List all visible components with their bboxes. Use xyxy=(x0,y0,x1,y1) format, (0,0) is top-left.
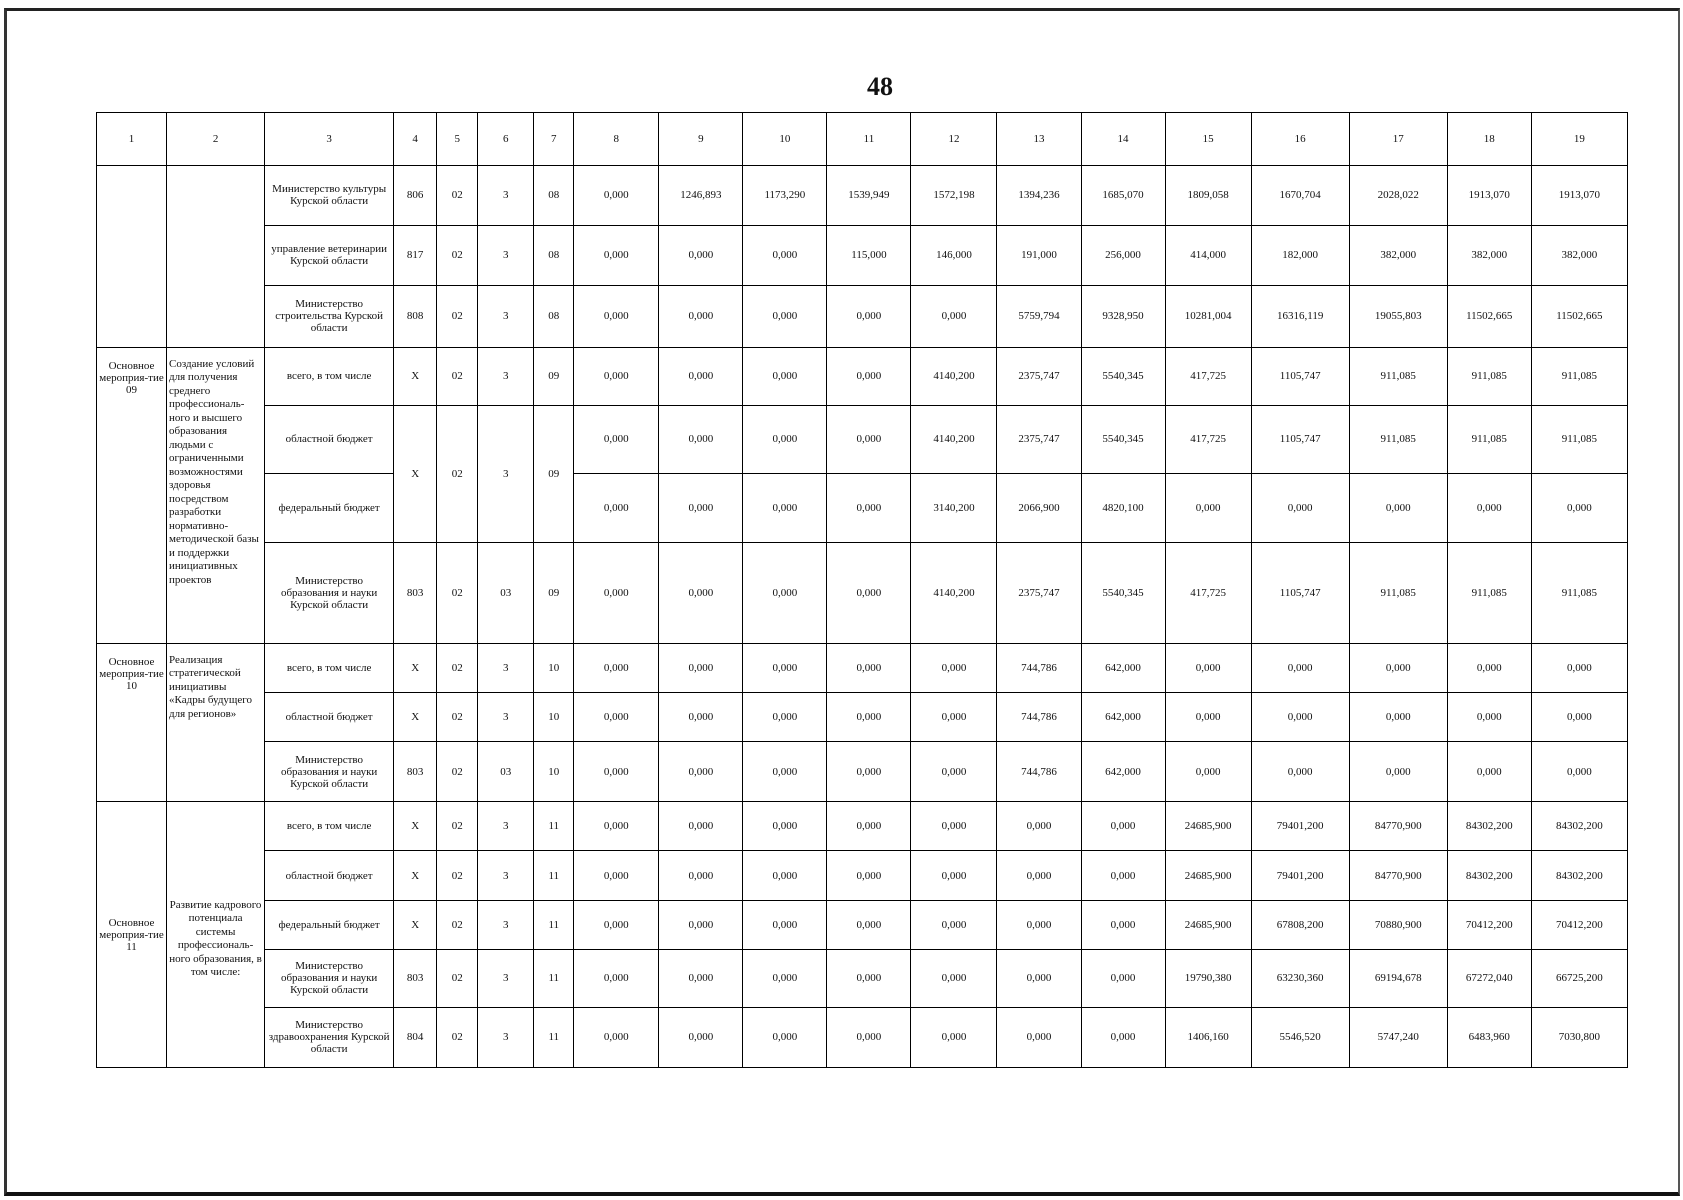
activity-label: Основное мероприя-тие 10 xyxy=(97,643,167,802)
value-cell: 0,000 xyxy=(827,851,911,900)
value-cell: 0,000 xyxy=(827,1007,911,1067)
value-cell: 19790,380 xyxy=(1165,950,1251,1008)
value-cell: 0,000 xyxy=(1251,474,1349,543)
value-cell: 911,085 xyxy=(1349,347,1447,405)
value-cell: 0,000 xyxy=(1081,950,1165,1008)
code-c4: X xyxy=(394,900,437,949)
value-cell: 70412,200 xyxy=(1531,900,1627,949)
value-cell: 84302,200 xyxy=(1531,802,1627,851)
code-c5: 02 xyxy=(437,692,478,741)
value-cell: 115,000 xyxy=(827,225,911,285)
value-cell: 67808,200 xyxy=(1251,900,1349,949)
code-c4: X xyxy=(394,405,437,542)
code-c5: 02 xyxy=(437,742,478,802)
code-c4: 803 xyxy=(394,742,437,802)
value-cell: 191,000 xyxy=(997,225,1081,285)
value-cell: 1913,070 xyxy=(1447,165,1531,225)
activity-label xyxy=(97,165,167,347)
code-c6: 3 xyxy=(478,950,534,1008)
code-c4: X xyxy=(394,643,437,692)
value-cell: 2375,747 xyxy=(997,405,1081,474)
value-cell: 744,786 xyxy=(997,742,1081,802)
column-header: 10 xyxy=(743,113,827,166)
code-c7: 11 xyxy=(534,950,574,1008)
value-cell: 0,000 xyxy=(574,474,659,543)
table-row xyxy=(97,165,1628,225)
value-cell: 911,085 xyxy=(1447,542,1531,643)
value-cell: 1105,747 xyxy=(1251,347,1349,405)
code-c6: 3 xyxy=(478,692,534,741)
value-cell: 0,000 xyxy=(659,347,743,405)
column-header: 8 xyxy=(574,113,659,166)
value-cell: 3140,200 xyxy=(911,474,997,543)
row-source-name: областной бюджет xyxy=(265,405,394,474)
code-c7: 11 xyxy=(534,802,574,851)
value-cell: 5540,345 xyxy=(1081,542,1165,643)
table-row xyxy=(97,542,1628,643)
code-c5: 02 xyxy=(437,900,478,949)
value-cell: 1394,236 xyxy=(997,165,1081,225)
table-row xyxy=(97,347,1628,405)
value-cell: 0,000 xyxy=(659,285,743,347)
value-cell: 1246,893 xyxy=(659,165,743,225)
code-c5: 02 xyxy=(437,1007,478,1067)
value-cell: 0,000 xyxy=(659,692,743,741)
value-cell: 0,000 xyxy=(743,474,827,543)
code-c4: X xyxy=(394,692,437,741)
column-header: 19 xyxy=(1531,113,1627,166)
code-c4: 817 xyxy=(394,225,437,285)
value-cell: 0,000 xyxy=(1349,742,1447,802)
row-source-name: Министерство образования и науки Курской области xyxy=(265,542,394,643)
row-source-name: всего, в том числе xyxy=(265,643,394,692)
value-cell: 0,000 xyxy=(1165,692,1251,741)
value-cell: 5759,794 xyxy=(997,285,1081,347)
value-cell: 0,000 xyxy=(827,643,911,692)
value-cell: 0,000 xyxy=(743,542,827,643)
value-cell: 0,000 xyxy=(574,802,659,851)
value-cell: 84770,900 xyxy=(1349,802,1447,851)
code-c4: 808 xyxy=(394,285,437,347)
table-row xyxy=(97,225,1628,285)
table-row xyxy=(97,742,1628,802)
column-header: 14 xyxy=(1081,113,1165,166)
row-source-name: федеральный бюджет xyxy=(265,900,394,949)
value-cell: 0,000 xyxy=(743,950,827,1008)
code-c5: 02 xyxy=(437,802,478,851)
value-cell: 0,000 xyxy=(574,900,659,949)
value-cell: 0,000 xyxy=(997,1007,1081,1067)
value-cell: 7030,800 xyxy=(1531,1007,1627,1067)
value-cell: 0,000 xyxy=(1165,742,1251,802)
value-cell: 24685,900 xyxy=(1165,802,1251,851)
column-header: 3 xyxy=(265,113,394,166)
value-cell: 1670,704 xyxy=(1251,165,1349,225)
value-cell: 0,000 xyxy=(911,643,997,692)
value-cell: 0,000 xyxy=(574,950,659,1008)
row-source-name: Министерство строительства Курской области xyxy=(265,285,394,347)
value-cell: 0,000 xyxy=(911,900,997,949)
table-row xyxy=(97,802,1628,851)
value-cell: 5747,240 xyxy=(1349,1007,1447,1067)
column-header: 17 xyxy=(1349,113,1447,166)
value-cell: 0,000 xyxy=(1349,474,1447,543)
value-cell: 84302,200 xyxy=(1447,851,1531,900)
value-cell: 2375,747 xyxy=(997,347,1081,405)
value-cell: 0,000 xyxy=(911,802,997,851)
table-row xyxy=(97,285,1628,347)
value-cell: 0,000 xyxy=(1081,851,1165,900)
value-cell: 0,000 xyxy=(997,900,1081,949)
value-cell: 911,085 xyxy=(1349,405,1447,474)
value-cell: 0,000 xyxy=(997,950,1081,1008)
value-cell: 1913,070 xyxy=(1531,165,1627,225)
value-cell: 5540,345 xyxy=(1081,405,1165,474)
value-cell: 0,000 xyxy=(743,851,827,900)
row-source-name: Министерство здравоохранения Курской области xyxy=(265,1007,394,1067)
row-source-name: Министерство образования и науки Курской области xyxy=(265,950,394,1008)
column-header: 4 xyxy=(394,113,437,166)
row-source-name: федеральный бюджет xyxy=(265,474,394,543)
value-cell: 1572,198 xyxy=(911,165,997,225)
activity-description: Создание условий для получения среднего профессиональ-ного и высшего образования людьми с ограниченными возможностями здоровья посредством разработки нормативно-методической базы и поддержки инициативных проектов xyxy=(167,347,265,643)
value-cell: 911,085 xyxy=(1531,542,1627,643)
code-c6: 3 xyxy=(478,285,534,347)
value-cell: 9328,950 xyxy=(1081,285,1165,347)
value-cell: 256,000 xyxy=(1081,225,1165,285)
code-c7: 10 xyxy=(534,692,574,741)
code-c5: 02 xyxy=(437,405,478,542)
code-c7: 09 xyxy=(534,542,574,643)
value-cell: 417,725 xyxy=(1165,542,1251,643)
code-c6: 3 xyxy=(478,802,534,851)
value-cell: 24685,900 xyxy=(1165,851,1251,900)
value-cell: 911,085 xyxy=(1531,347,1627,405)
value-cell: 911,085 xyxy=(1447,347,1531,405)
code-c7: 09 xyxy=(534,405,574,542)
value-cell: 0,000 xyxy=(743,802,827,851)
row-source-name: областной бюджет xyxy=(265,851,394,900)
value-cell: 67272,040 xyxy=(1447,950,1531,1008)
value-cell: 5546,520 xyxy=(1251,1007,1349,1067)
code-c6: 3 xyxy=(478,225,534,285)
value-cell: 84302,200 xyxy=(1531,851,1627,900)
code-c4: X xyxy=(394,851,437,900)
value-cell: 0,000 xyxy=(1349,692,1447,741)
value-cell: 4140,200 xyxy=(911,542,997,643)
value-cell: 146,000 xyxy=(911,225,997,285)
code-c4: 803 xyxy=(394,950,437,1008)
value-cell: 0,000 xyxy=(743,347,827,405)
value-cell: 0,000 xyxy=(659,1007,743,1067)
value-cell: 0,000 xyxy=(659,474,743,543)
column-header: 5 xyxy=(437,113,478,166)
value-cell: 0,000 xyxy=(1081,1007,1165,1067)
code-c6: 03 xyxy=(478,742,534,802)
value-cell: 0,000 xyxy=(743,405,827,474)
code-c4: 806 xyxy=(394,165,437,225)
value-cell: 63230,360 xyxy=(1251,950,1349,1008)
value-cell: 0,000 xyxy=(827,347,911,405)
value-cell: 0,000 xyxy=(743,225,827,285)
column-header: 12 xyxy=(911,113,997,166)
value-cell: 0,000 xyxy=(827,802,911,851)
value-cell: 382,000 xyxy=(1531,225,1627,285)
value-cell: 79401,200 xyxy=(1251,851,1349,900)
value-cell: 1685,070 xyxy=(1081,165,1165,225)
code-c5: 02 xyxy=(437,285,478,347)
value-cell: 0,000 xyxy=(574,225,659,285)
value-cell: 6483,960 xyxy=(1447,1007,1531,1067)
value-cell: 0,000 xyxy=(659,950,743,1008)
code-c6: 3 xyxy=(478,405,534,542)
value-cell: 414,000 xyxy=(1165,225,1251,285)
code-c6: 3 xyxy=(478,347,534,405)
table-row xyxy=(97,950,1628,1008)
table-row xyxy=(97,851,1628,900)
column-header: 13 xyxy=(997,113,1081,166)
page-number: 48 xyxy=(867,72,893,101)
code-c6: 3 xyxy=(478,1007,534,1067)
activity-description xyxy=(167,165,265,347)
code-c6: 3 xyxy=(478,851,534,900)
value-cell: 0,000 xyxy=(827,950,911,1008)
value-cell: 2375,747 xyxy=(997,542,1081,643)
value-cell: 70880,900 xyxy=(1349,900,1447,949)
value-cell: 0,000 xyxy=(1251,643,1349,692)
code-c6: 3 xyxy=(478,900,534,949)
value-cell: 911,085 xyxy=(1349,542,1447,643)
value-cell: 0,000 xyxy=(574,692,659,741)
column-header: 2 xyxy=(167,113,265,166)
value-cell: 642,000 xyxy=(1081,643,1165,692)
value-cell: 642,000 xyxy=(1081,742,1165,802)
value-cell: 69194,678 xyxy=(1349,950,1447,1008)
value-cell: 0,000 xyxy=(1081,802,1165,851)
column-header: 7 xyxy=(534,113,574,166)
row-source-name: всего, в том числе xyxy=(265,802,394,851)
value-cell: 0,000 xyxy=(743,742,827,802)
code-c5: 02 xyxy=(437,165,478,225)
table-row xyxy=(97,1007,1628,1067)
table-row xyxy=(97,474,1628,543)
value-cell: 0,000 xyxy=(827,285,911,347)
code-c5: 02 xyxy=(437,851,478,900)
value-cell: 0,000 xyxy=(743,692,827,741)
budget-table xyxy=(96,112,1628,1068)
value-cell: 0,000 xyxy=(827,474,911,543)
value-cell: 4140,200 xyxy=(911,405,997,474)
code-c4: X xyxy=(394,347,437,405)
header-row xyxy=(97,113,1628,166)
value-cell: 0,000 xyxy=(659,643,743,692)
value-cell: 0,000 xyxy=(1447,643,1531,692)
value-cell: 1105,747 xyxy=(1251,405,1349,474)
value-cell: 0,000 xyxy=(574,405,659,474)
value-cell: 0,000 xyxy=(911,692,997,741)
column-header: 11 xyxy=(827,113,911,166)
value-cell: 911,085 xyxy=(1447,405,1531,474)
code-c5: 02 xyxy=(437,225,478,285)
code-c5: 02 xyxy=(437,347,478,405)
value-cell: 0,000 xyxy=(743,285,827,347)
value-cell: 0,000 xyxy=(911,742,997,802)
column-header: 6 xyxy=(478,113,534,166)
value-cell: 10281,004 xyxy=(1165,285,1251,347)
value-cell: 0,000 xyxy=(827,900,911,949)
value-cell: 2066,900 xyxy=(997,474,1081,543)
value-cell: 0,000 xyxy=(911,950,997,1008)
value-cell: 0,000 xyxy=(659,542,743,643)
value-cell: 417,725 xyxy=(1165,405,1251,474)
column-header: 16 xyxy=(1251,113,1349,166)
value-cell: 0,000 xyxy=(827,542,911,643)
column-header: 9 xyxy=(659,113,743,166)
value-cell: 0,000 xyxy=(574,347,659,405)
value-cell: 0,000 xyxy=(1165,643,1251,692)
code-c7: 10 xyxy=(534,643,574,692)
value-cell: 0,000 xyxy=(911,1007,997,1067)
value-cell: 1539,949 xyxy=(827,165,911,225)
value-cell: 0,000 xyxy=(1447,474,1531,543)
value-cell: 11502,665 xyxy=(1531,285,1627,347)
value-cell: 0,000 xyxy=(743,643,827,692)
code-c7: 09 xyxy=(534,347,574,405)
code-c6: 03 xyxy=(478,542,534,643)
activity-label: Основное мероприя-тие 09 xyxy=(97,347,167,643)
value-cell: 0,000 xyxy=(997,802,1081,851)
column-header: 18 xyxy=(1447,113,1531,166)
value-cell: 0,000 xyxy=(1531,643,1627,692)
value-cell: 911,085 xyxy=(1531,405,1627,474)
value-cell: 0,000 xyxy=(574,1007,659,1067)
value-cell: 0,000 xyxy=(574,742,659,802)
value-cell: 19055,803 xyxy=(1349,285,1447,347)
value-cell: 16316,119 xyxy=(1251,285,1349,347)
row-source-name: управление ветеринарии Курской области xyxy=(265,225,394,285)
code-c6: 3 xyxy=(478,643,534,692)
row-source-name: областной бюджет xyxy=(265,692,394,741)
value-cell: 642,000 xyxy=(1081,692,1165,741)
value-cell: 417,725 xyxy=(1165,347,1251,405)
value-cell: 0,000 xyxy=(1531,692,1627,741)
value-cell: 0,000 xyxy=(911,851,997,900)
activity-description: Реализация стратегической инициативы «Кадры будущего для регионов» xyxy=(167,643,265,802)
value-cell: 5540,345 xyxy=(1081,347,1165,405)
value-cell: 182,000 xyxy=(1251,225,1349,285)
code-c5: 02 xyxy=(437,542,478,643)
value-cell: 0,000 xyxy=(574,643,659,692)
code-c7: 10 xyxy=(534,742,574,802)
value-cell: 24685,900 xyxy=(1165,900,1251,949)
row-source-name: Министерство образования и науки Курской области xyxy=(265,742,394,802)
value-cell: 4820,100 xyxy=(1081,474,1165,543)
column-header: 1 xyxy=(97,113,167,166)
value-cell: 0,000 xyxy=(659,225,743,285)
table-row xyxy=(97,405,1628,474)
column-header: 15 xyxy=(1165,113,1251,166)
value-cell: 0,000 xyxy=(659,405,743,474)
value-cell: 1105,747 xyxy=(1251,542,1349,643)
value-cell: 0,000 xyxy=(997,851,1081,900)
row-source-name: всего, в том числе xyxy=(265,347,394,405)
value-cell: 0,000 xyxy=(1251,742,1349,802)
code-c7: 08 xyxy=(534,285,574,347)
value-cell: 0,000 xyxy=(1349,643,1447,692)
value-cell: 0,000 xyxy=(574,285,659,347)
value-cell: 0,000 xyxy=(1251,692,1349,741)
value-cell: 0,000 xyxy=(659,900,743,949)
value-cell: 0,000 xyxy=(659,851,743,900)
value-cell: 1809,058 xyxy=(1165,165,1251,225)
value-cell: 382,000 xyxy=(1349,225,1447,285)
code-c6: 3 xyxy=(478,165,534,225)
code-c4: 804 xyxy=(394,1007,437,1067)
activity-label: Основное мероприя-тие 11 xyxy=(97,802,167,1068)
value-cell: 0,000 xyxy=(1165,474,1251,543)
value-cell: 11502,665 xyxy=(1447,285,1531,347)
activity-description: Развитие кадрового потенциала системы профессиональ-ного образования, в том числе: xyxy=(167,802,265,1068)
value-cell: 0,000 xyxy=(827,742,911,802)
value-cell: 84770,900 xyxy=(1349,851,1447,900)
value-cell: 0,000 xyxy=(574,542,659,643)
code-c5: 02 xyxy=(437,643,478,692)
value-cell: 0,000 xyxy=(1531,742,1627,802)
table-row xyxy=(97,900,1628,949)
value-cell: 382,000 xyxy=(1447,225,1531,285)
value-cell: 2028,022 xyxy=(1349,165,1447,225)
value-cell: 0,000 xyxy=(1081,900,1165,949)
value-cell: 70412,200 xyxy=(1447,900,1531,949)
value-cell: 0,000 xyxy=(1447,692,1531,741)
table-row xyxy=(97,643,1628,692)
code-c5: 02 xyxy=(437,950,478,1008)
value-cell: 744,786 xyxy=(997,643,1081,692)
code-c4: X xyxy=(394,802,437,851)
code-c7: 11 xyxy=(534,1007,574,1067)
value-cell: 744,786 xyxy=(997,692,1081,741)
value-cell: 0,000 xyxy=(659,742,743,802)
value-cell: 0,000 xyxy=(827,692,911,741)
code-c7: 11 xyxy=(534,851,574,900)
value-cell: 0,000 xyxy=(827,405,911,474)
value-cell: 1406,160 xyxy=(1165,1007,1251,1067)
value-cell: 1173,290 xyxy=(743,165,827,225)
value-cell: 0,000 xyxy=(574,165,659,225)
value-cell: 0,000 xyxy=(743,900,827,949)
value-cell: 4140,200 xyxy=(911,347,997,405)
code-c7: 11 xyxy=(534,900,574,949)
row-source-name: Министерство культуры Курской области xyxy=(265,165,394,225)
value-cell: 0,000 xyxy=(743,1007,827,1067)
value-cell: 0,000 xyxy=(1531,474,1627,543)
code-c7: 08 xyxy=(534,165,574,225)
value-cell: 84302,200 xyxy=(1447,802,1531,851)
table-row xyxy=(97,692,1628,741)
value-cell: 0,000 xyxy=(1447,742,1531,802)
value-cell: 0,000 xyxy=(659,802,743,851)
code-c4: 803 xyxy=(394,542,437,643)
code-c7: 08 xyxy=(534,225,574,285)
value-cell: 0,000 xyxy=(574,851,659,900)
value-cell: 66725,200 xyxy=(1531,950,1627,1008)
value-cell: 0,000 xyxy=(911,285,997,347)
value-cell: 79401,200 xyxy=(1251,802,1349,851)
